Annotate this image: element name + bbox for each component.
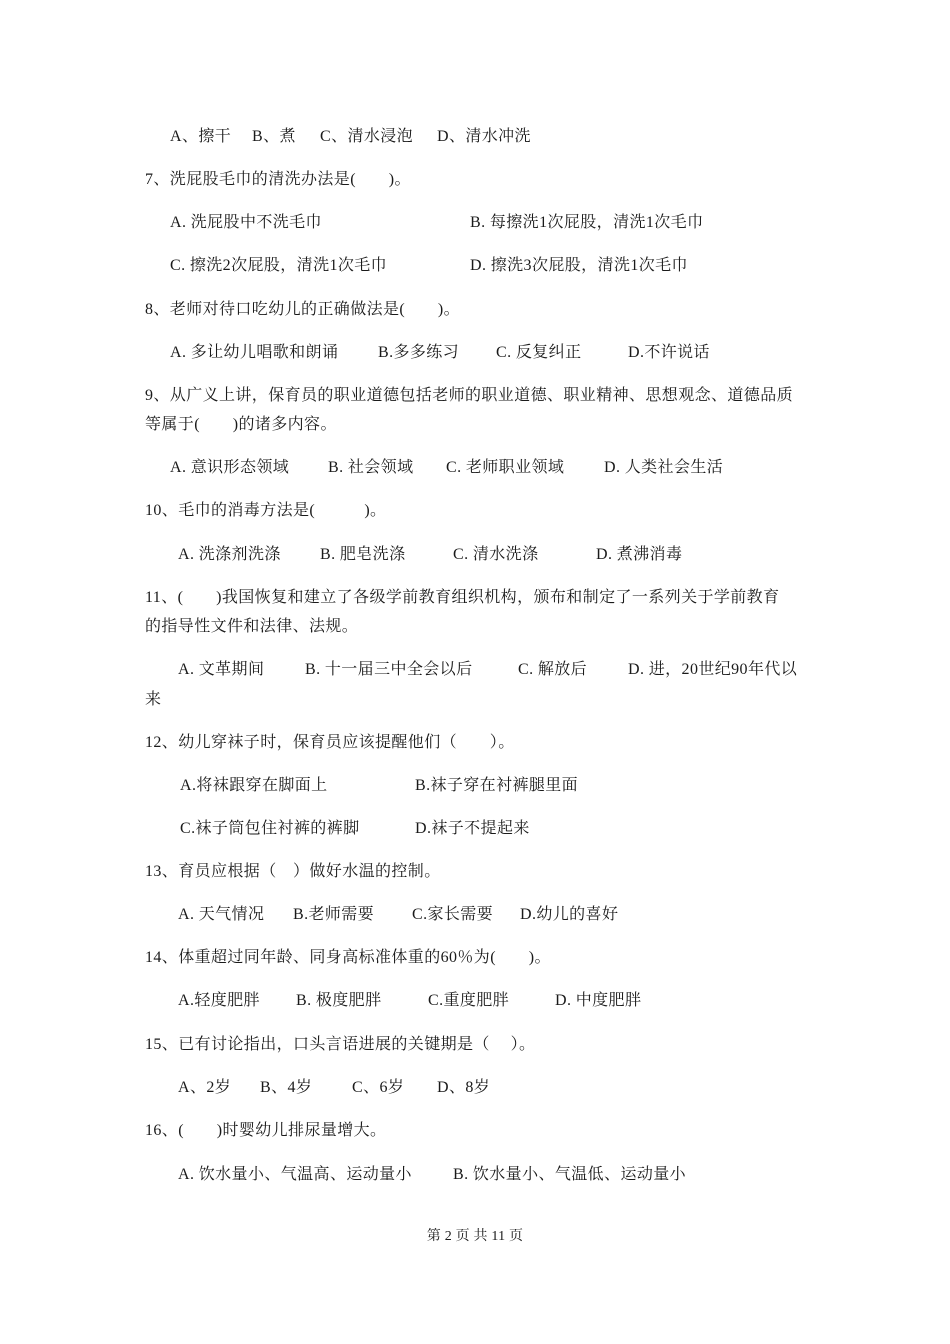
question-stem: 11、( )我国恢复和建立了各级学前教育组织机构，颁布和制定了一系列关于学前教育	[145, 589, 780, 606]
question-stem: 8、老师对待口吃幼儿的正确做法是( )。	[145, 301, 461, 318]
answer-option: C. 清水洗涤	[453, 546, 539, 563]
answer-option: A、2岁	[178, 1079, 232, 1096]
answer-option: A. 文革期间	[178, 661, 265, 678]
answer-option: B.多多练习	[378, 344, 460, 361]
answer-option: B、4岁	[260, 1079, 313, 1096]
answer-option: B、煮	[252, 128, 296, 145]
question-stem-continued: 等属于( )的诸多内容。	[145, 416, 337, 433]
answer-option: D. 人类社会生活	[604, 459, 724, 476]
answer-option: B. 极度肥胖	[296, 992, 382, 1009]
answer-option: B. 饮水量小、气温低、运动量小	[453, 1166, 687, 1183]
answer-option: B. 十一届三中全会以后	[305, 661, 473, 678]
answer-option: D.幼儿的喜好	[520, 906, 619, 923]
answer-option: D、清水冲洗	[437, 128, 531, 145]
answer-option: D.不许说话	[628, 344, 710, 361]
answer-option: D. 进，20世纪90年代以	[628, 661, 798, 678]
question-stem: 14、体重超过同年龄、同身高标准体重的60％为( )。	[145, 949, 551, 966]
question-stem: 9、从广义上讲，保育员的职业道德包括老师的职业道德、职业精神、思想观念、道德品质	[145, 387, 794, 404]
question-stem: 15、已有讨论指出，口头言语进展的关键期是（ ）。	[145, 1036, 536, 1053]
answer-option: B.老师需要	[293, 906, 375, 923]
question-stem: 10、毛巾的消毒方法是( )。	[145, 502, 387, 519]
question-stem-continued: 的指导性文件和法律、法规。	[145, 618, 359, 635]
answer-option: D. 中度肥胖	[555, 992, 642, 1009]
answer-option: C.袜子筒包住衬裤的裤脚	[180, 820, 360, 837]
answer-option: C. 解放后	[518, 661, 588, 678]
answer-option: A. 洗涤剂洗涤	[178, 546, 281, 563]
answer-option: A.将袜跟穿在脚面上	[180, 777, 328, 794]
answer-option: C. 反复纠正	[496, 344, 582, 361]
answer-option: C.重度肥胖	[428, 992, 510, 1009]
answer-option: D.袜子不提起来	[415, 820, 530, 837]
answer-option: D. 擦洗3次屁股，清洗1次毛巾	[470, 257, 688, 274]
answer-option: B. 每擦洗1次屁股，清洗1次毛巾	[470, 214, 704, 231]
answer-option: A. 饮水量小、气温高、运动量小	[178, 1166, 412, 1183]
answer-option: A. 意识形态领域	[170, 459, 290, 476]
answer-option: C. 擦洗2次屁股，清洗1次毛巾	[170, 257, 388, 274]
answer-option: D、8岁	[437, 1079, 491, 1096]
question-stem: 16、( )时婴幼儿排尿量增大。	[145, 1122, 387, 1139]
page-number-footer: 第 2 页 共 11 页	[426, 1229, 524, 1244]
answer-option: D. 煮沸消毒	[596, 546, 683, 563]
answer-option: C. 老师职业领域	[446, 459, 565, 476]
answer-option: A、擦干	[170, 128, 232, 145]
question-stem: 13、育员应根据（ ）做好水温的控制。	[145, 863, 441, 880]
answer-option: B.袜子穿在衬裤腿里面	[415, 777, 579, 794]
answer-option: B. 肥皂洗涤	[320, 546, 406, 563]
answer-option-continued: 来	[145, 691, 162, 708]
answer-option: B. 社会领域	[328, 459, 414, 476]
answer-option: A. 天气情况	[178, 906, 265, 923]
answer-option: C.家长需要	[412, 906, 494, 923]
answer-option: A. 洗屁股中不洗毛巾	[170, 214, 322, 231]
answer-option: C、6岁	[352, 1079, 405, 1096]
answer-option: C、清水浸泡	[320, 128, 414, 145]
question-stem: 12、幼儿穿袜子时，保育员应该提醒他们（ ）。	[145, 734, 515, 751]
answer-option: A.轻度肥胖	[178, 992, 260, 1009]
answer-option: A. 多让幼儿唱歌和朗诵	[170, 344, 339, 361]
question-stem: 7、洗屁股毛巾的清洗办法是( )。	[145, 171, 411, 188]
